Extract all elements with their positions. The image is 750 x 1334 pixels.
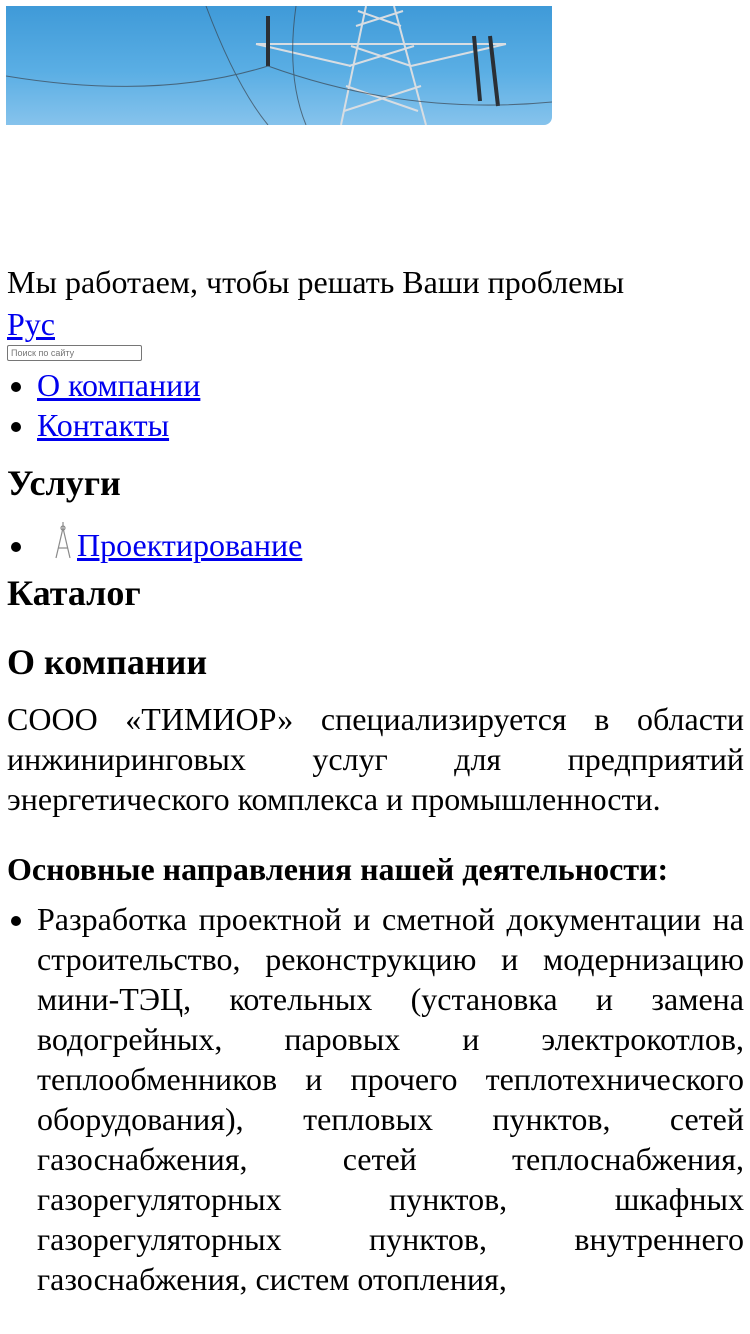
- about-section: [7, 640, 744, 1299]
- catalog-heading: Каталог: [7, 573, 141, 613]
- services-list: [7, 518, 744, 565]
- page-content: [7, 262, 744, 1299]
- about-heading: О компании: [7, 642, 208, 682]
- directions-heading: Основные направления нашей деятельности:: [7, 851, 669, 887]
- top-nav: [7, 365, 744, 445]
- nav-item-about: [37, 365, 744, 405]
- service-link-design[interactable]: Проектирование: [77, 527, 303, 563]
- compass-icon: [37, 518, 77, 562]
- about-intro: СООО «ТИМИОР» специализируется в области инжиниринговых услуг для предприятий энергетического комплекса и промышленности.: [7, 701, 744, 817]
- search-input[interactable]: [7, 345, 142, 361]
- directions-list: [7, 899, 744, 1299]
- nav-link-contacts[interactable]: Контакты: [37, 407, 170, 443]
- direction-item: • Разработка проектной и сметной документации на строительство, реконструкцию и модернизацию мини-ТЭЦ, котельных (установка и замена водогрейных, паровых и электрокотлов, теплообменников и прочего теплотехнического оборудования), тепловых пунктов, сетей газоснабжения, сетей теплоснабжения, газорегуляторных пунктов, шкафных газорегуляторных пунктов, внутреннего газоснабжения, систем отопления,: [37, 899, 744, 1299]
- language-link[interactable]: Рус: [7, 306, 55, 342]
- service-item-design: [37, 518, 744, 565]
- power-tower-illustration: [6, 6, 552, 125]
- nav-item-contacts: [37, 405, 744, 445]
- services-heading: Услуги: [7, 463, 121, 503]
- site-slogan: Мы работаем, чтобы решать Ваши проблемы: [7, 264, 625, 300]
- header-banner-image: [6, 6, 552, 125]
- nav-link-about[interactable]: О компании: [37, 367, 201, 403]
